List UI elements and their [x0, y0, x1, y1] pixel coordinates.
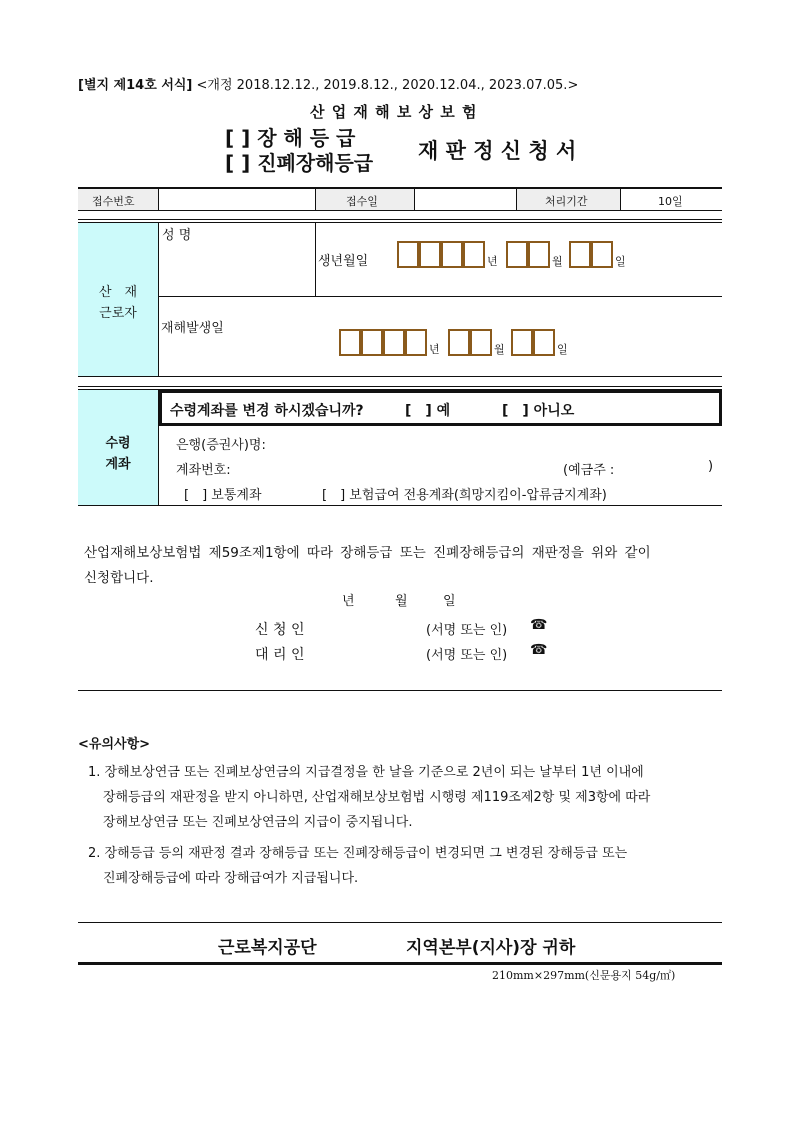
account-holder-close: )	[708, 459, 714, 474]
account-number-label: 계좌번호:	[176, 463, 231, 478]
divider	[516, 188, 517, 210]
declaration-line2: 신청합니다.	[84, 570, 154, 586]
paper-spec: 210mm×297mm(신문용지 54g/㎡)	[492, 969, 676, 982]
name-label: 성 명	[162, 228, 192, 243]
account-number-field[interactable]	[245, 457, 545, 475]
divider	[78, 386, 722, 387]
option-pneumoconiosis-grade[interactable]: [ ] 진폐장해등급	[225, 151, 374, 175]
change-account-no-checkbox[interactable]: [ ] 아니오	[502, 403, 575, 419]
date-day: 일	[443, 594, 456, 609]
birth-year-digit[interactable]	[397, 241, 419, 268]
account-holder-field[interactable]	[630, 457, 700, 475]
injury-day-digit[interactable]	[511, 329, 533, 356]
name-field[interactable]	[160, 242, 312, 292]
divider	[78, 376, 722, 377]
notes-heading: <유의사항>	[78, 737, 151, 752]
injury-year-digit[interactable]	[383, 329, 405, 356]
organization-name: 근로복지공단	[218, 938, 317, 958]
worker-section-title	[80, 281, 156, 321]
note-2-line1: 2. 장해등급 등의 재판정 결과 장해등급 또는 진폐장해등급이 변경되면 그 변경된 장해등급 또는	[88, 846, 628, 861]
birth-year-digit[interactable]	[441, 241, 463, 268]
note-1-line3: 장해보상연금 또는 진폐보상연금의 지급이 중지됩니다.	[103, 815, 413, 830]
birth-month-digit[interactable]	[506, 241, 528, 268]
birth-day-unit: 일	[615, 255, 626, 268]
divider	[78, 690, 722, 691]
agent-field[interactable]	[315, 642, 420, 662]
divider	[620, 188, 621, 210]
date-month: 월	[395, 594, 408, 609]
phone-icon: ☎	[530, 617, 548, 633]
declaration-line1: 산업재해보상보험법 제59조제1항에 따라 장해등급 또는 진폐장해등급의 재판정을 위와 같이	[84, 545, 651, 561]
divider	[78, 210, 722, 211]
birth-month-digit[interactable]	[528, 241, 550, 268]
revision-history: <개정 2018.12.12., 2019.8.12., 2020.12.04., 2023.07.05.>	[196, 78, 579, 93]
form-number: [별지 제14호 서식]	[78, 78, 193, 93]
receipt-no-field[interactable]	[159, 189, 314, 209]
agent-sign: (서명 또는 인)	[426, 648, 508, 663]
injury-month-digit[interactable]	[448, 329, 470, 356]
birth-day-digit[interactable]	[591, 241, 613, 268]
insurance-title: 산 업 재 해 보 상 보 험	[310, 103, 478, 121]
processing-period-label: 처리기간	[545, 195, 588, 208]
normal-account-checkbox[interactable]: [ ] 보통계좌	[184, 488, 262, 503]
divider	[78, 222, 722, 223]
phone-icon: ☎	[530, 642, 548, 658]
applicant-sign: (서명 또는 인)	[426, 623, 508, 638]
divider	[78, 505, 722, 506]
receipt-date-field[interactable]	[415, 189, 515, 209]
birth-day-digit[interactable]	[569, 241, 591, 268]
worker-section-line1: 산 재	[98, 285, 138, 300]
receipt-date-label: 접수일	[346, 195, 378, 208]
injury-year-digit[interactable]	[405, 329, 427, 356]
birth-year-digit[interactable]	[463, 241, 485, 268]
change-account-yes-checkbox[interactable]: [ ] 예	[405, 403, 451, 419]
injury-year-digit[interactable]	[361, 329, 383, 356]
agent-label: 대 리 인	[255, 647, 305, 663]
processing-period-value: 10일	[658, 195, 683, 208]
account-section-line2: 계좌	[105, 457, 131, 472]
worker-section-line2: 근로자	[99, 306, 137, 321]
applicant-label: 신 청 인	[255, 622, 305, 638]
birth-date-label: 생년월일	[318, 254, 369, 269]
injury-year-digit[interactable]	[339, 329, 361, 356]
divider	[315, 222, 316, 296]
divider	[158, 222, 159, 377]
injury-day-unit: 일	[557, 343, 568, 356]
account-section-title	[80, 432, 156, 472]
divider	[159, 296, 722, 297]
option-disability-grade[interactable]: [ ] 장 해 등 급	[225, 126, 356, 150]
account-section-line1: 수령	[105, 436, 131, 451]
receipt-no-label: 접수번호	[92, 195, 135, 208]
page-title: 재 판 정 신 청 서	[418, 139, 577, 163]
note-2-line2: 진폐장해등급에 따라 장해급여가 지급됩니다.	[103, 871, 359, 886]
bank-name-field[interactable]	[290, 432, 710, 450]
recipient-title: 지역본부(지사)장 귀하	[406, 938, 576, 958]
divider	[78, 219, 722, 220]
injury-day-digit[interactable]	[533, 329, 555, 356]
injury-year-unit: 년	[429, 343, 440, 356]
note-1-line2: 장해등급의 재판정을 받지 아니하면, 산업재해보상보험법 시행령 제119조제2항 및 제3항에 따라	[103, 790, 651, 805]
birth-year-unit: 년	[487, 255, 498, 268]
birth-month-unit: 월	[552, 255, 563, 268]
form-header	[78, 74, 578, 93]
birth-year-digit[interactable]	[419, 241, 441, 268]
account-holder-label: (예금주 :	[563, 463, 615, 478]
divider	[78, 922, 722, 923]
bank-name-label: 은행(증권사)명:	[176, 438, 266, 453]
note-1-line1: 1. 장해보상연금 또는 진폐보상연금의 지급결정을 한 날을 기준으로 2년이 되는 날부터 1년 이내에	[88, 765, 644, 780]
divider	[78, 962, 722, 965]
applicant-field[interactable]	[315, 617, 420, 637]
dedicated-account-checkbox[interactable]: [ ] 보험급여 전용계좌(희망지킴이-압류금지계좌)	[322, 488, 607, 503]
date-year: 년	[342, 594, 355, 609]
divider	[315, 188, 316, 210]
injury-month-unit: 월	[494, 343, 505, 356]
change-account-question: 수령계좌를 변경 하시겠습니까?	[170, 403, 364, 419]
injury-date-label: 재해발생일	[161, 321, 224, 336]
injury-month-digit[interactable]	[470, 329, 492, 356]
